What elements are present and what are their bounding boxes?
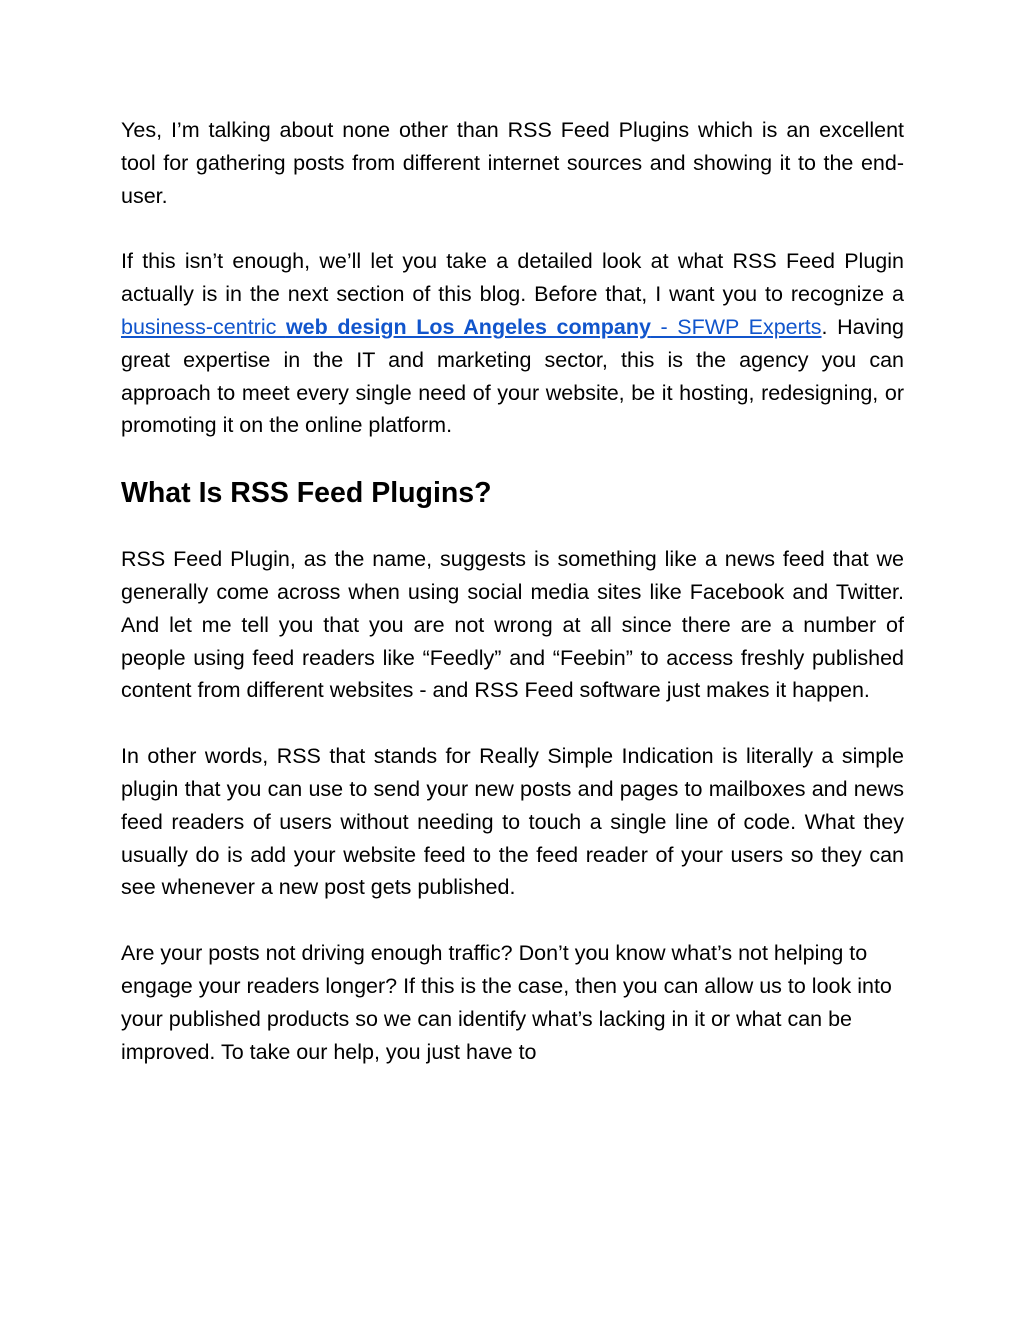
sfwp-experts-link[interactable] (121, 315, 822, 339)
link-text-bold: web design Los Angeles company (285, 314, 651, 339)
link-text-part1: business-centric (121, 314, 286, 339)
paragraph-definition: RSS Feed Plugin, as the name, suggests is something like a news feed that we generally come across when using social media sites like Facebook and Twitter. And let me tell you that you are not wrong at all since there are a number of people using feed readers like “Feedly” and “Feebin” to access freshly published content from different websites - and RSS Feed software just makes it happen. (121, 547, 904, 703)
paragraph-intro: Yes, I’m talking about none other than RSS Feed Plugins which is an excellent tool for gathering posts from different internet sources and showing it to the end-user. (121, 118, 904, 208)
paragraph-agency-text-after: . Having great expertise in the IT and marketing sector, this is the agency you can approach to meet every single need of your website, be it hosting, redesigning, or promoting it on the online platform. (121, 314, 905, 438)
paragraph-agency-text-before: If this isn’t enough, we’ll let you take a detailed look at what RSS Feed Plugin actually is in the next section of this blog. Before that, I want you to recognize a (121, 249, 904, 307)
document-page (121, 114, 904, 1101)
link-text-part2: - SFWP Experts (650, 314, 822, 339)
paragraph-agency (121, 245, 904, 442)
paragraph-traffic: Are your posts not driving enough traffic? Don’t you know what’s not helping to engage your readers longer? If this is the case, then you can allow us to look into your published products so we can identify what’s lacking in it or what can be improved. To take our help, you just have to (121, 941, 892, 1064)
section-heading: What Is RSS Feed Plugins? (121, 477, 492, 510)
paragraph-other-words: In other words, RSS that stands for Really Simple Indication is literally a simple plugin that you can use to send your new posts and pages to mailboxes and news feed readers of users without needing to touch a single line of code. What they usually do is add your website feed to the feed reader of your users so they can see whenever a new post gets published. (121, 744, 904, 900)
